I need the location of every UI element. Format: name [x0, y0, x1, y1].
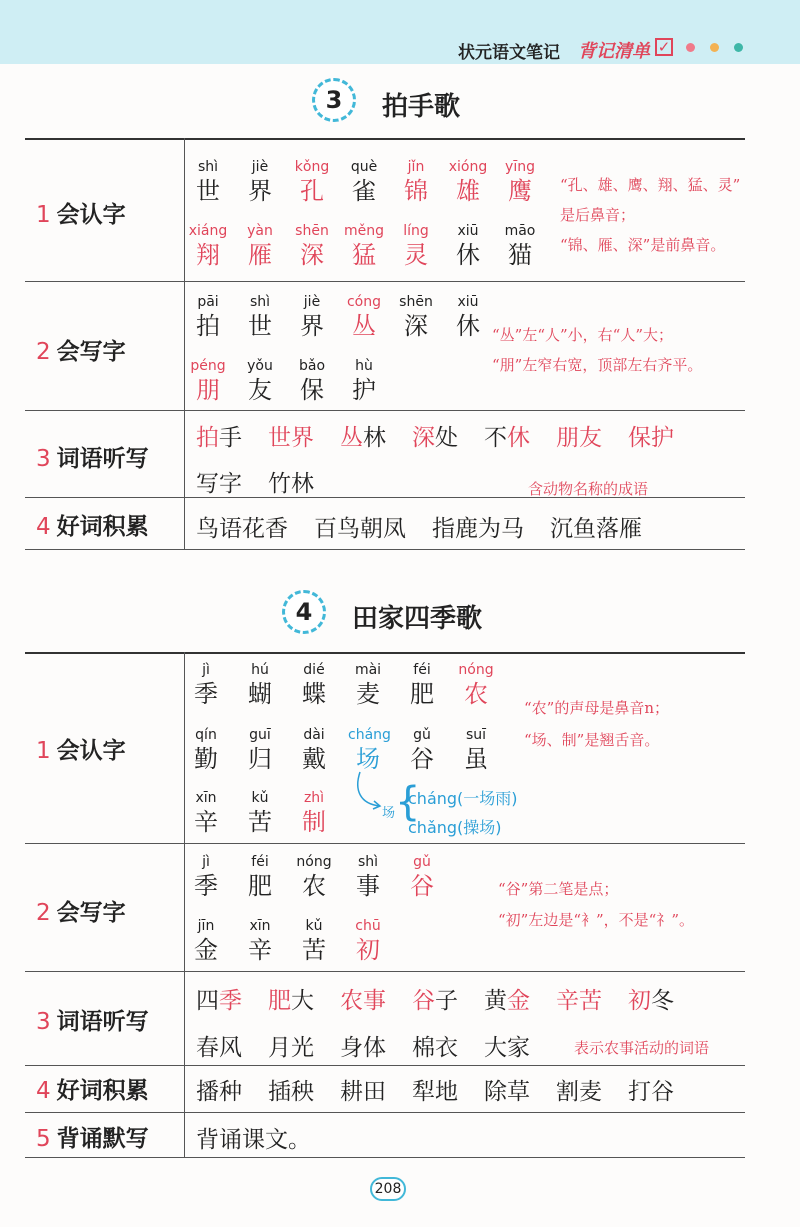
hanzi: 深: [300, 241, 324, 269]
hanzi: 归: [248, 745, 272, 773]
word: 鸟语花香: [196, 516, 288, 542]
pinyin: gǔ: [413, 727, 431, 743]
char-cell: [240, 222, 280, 270]
word: 百鸟朝凤: [314, 516, 406, 542]
pinyin: zhì: [303, 790, 325, 806]
char-cell: [186, 917, 226, 965]
char-cell: [348, 661, 388, 709]
hanzi: 苦: [302, 936, 326, 964]
dot-icon: [710, 43, 719, 52]
good-words-list: [196, 1073, 700, 1106]
word: 耕田: [340, 1079, 386, 1105]
recite-text: 背诵课文。: [196, 1127, 311, 1153]
char-cell: [240, 158, 280, 206]
hanzi: 肥: [248, 872, 272, 900]
char-cell: [396, 222, 436, 270]
hanzi: 场: [356, 745, 380, 773]
pinyin: cháng: [348, 727, 391, 743]
pinyin: chū: [355, 918, 381, 934]
row-label-dictation: 3 词语听写: [36, 1009, 149, 1035]
hanzi: 拍: [196, 312, 220, 340]
pinyin: shēn: [399, 294, 433, 310]
word: 身体: [340, 1035, 386, 1061]
word: 月光: [268, 1035, 314, 1061]
pinyin: xióng: [448, 159, 488, 175]
lesson-number-badge: 4: [282, 590, 326, 634]
char-cell: [348, 917, 388, 965]
pinyin: jiè: [303, 294, 321, 310]
dictation-words: [196, 419, 700, 452]
pinyin: jì: [202, 854, 210, 870]
pinyin: péng: [190, 358, 226, 374]
annotation-note: “孔、雄、鹰、翔、猛、灵”: [560, 176, 741, 194]
annotation-note: “朋”左窄右宽，顶部左右齐平。: [492, 356, 703, 374]
pinyin: jīn: [197, 918, 215, 934]
page-number: 208: [370, 1177, 406, 1201]
word: 拍手: [196, 425, 242, 451]
hanzi: 雀: [352, 177, 376, 205]
word: 割麦: [556, 1079, 602, 1105]
word: 除草: [484, 1079, 530, 1105]
word: 打谷: [628, 1079, 674, 1105]
char-cell: [348, 726, 391, 774]
dictation-words: [196, 465, 340, 498]
annotation-note: “谷”第二笔是点；: [498, 880, 619, 898]
hanzi: 雁: [248, 241, 272, 269]
hanzi: 世: [248, 312, 272, 340]
hanzi: 勤: [194, 745, 218, 773]
word: 农事: [340, 988, 386, 1014]
hanzi: 保: [300, 376, 324, 404]
top-bar: [0, 0, 800, 64]
char-cell: [294, 726, 334, 774]
annotation-note: “丛”左“人”小，右“人”大；: [492, 326, 674, 344]
pinyin: xīn: [249, 918, 271, 934]
char-cell: [500, 158, 540, 206]
char-cell: [240, 357, 280, 405]
char-cell: [240, 917, 280, 965]
pinyin: shēn: [295, 223, 329, 239]
word: 朋友: [556, 425, 602, 451]
pinyin: kǔ: [251, 790, 269, 806]
char-cell: [186, 789, 226, 837]
pinyin: māo: [504, 223, 536, 239]
dot-icon: [734, 43, 743, 52]
char-cell: [186, 726, 226, 774]
pinyin: hù: [355, 358, 373, 374]
word: 写字: [196, 471, 242, 497]
hanzi: 猛: [352, 241, 376, 269]
char-cell: [240, 661, 280, 709]
table-border: [25, 138, 745, 140]
char-cell: [240, 853, 280, 901]
hanzi: 季: [194, 872, 218, 900]
hanzi: 制: [302, 808, 326, 836]
pinyin: dài: [303, 727, 325, 743]
hanzi: 世: [196, 177, 220, 205]
pinyin: suī: [465, 727, 487, 743]
char-cell: [448, 222, 488, 270]
lesson-number-badge: 3: [312, 78, 356, 122]
word: 竹林: [268, 471, 314, 497]
word: 肥大: [268, 988, 314, 1014]
hanzi: 深: [404, 312, 428, 340]
row-label-recognize: 1 会认字: [36, 738, 126, 764]
char-cell: [186, 853, 226, 901]
word: 世界: [268, 425, 314, 451]
polyphone-arrow-icon: [346, 770, 386, 810]
hanzi: 护: [352, 376, 376, 404]
char-cell: [402, 853, 442, 901]
hanzi: 蝴: [248, 680, 272, 708]
hanzi: 事: [356, 872, 380, 900]
pinyin: yīng: [505, 159, 535, 175]
hanzi: 鹰: [508, 177, 532, 205]
pinyin: jǐn: [407, 159, 425, 175]
hanzi: 金: [194, 936, 218, 964]
word: 沉鱼落雁: [550, 516, 642, 542]
polyphone-reading: chǎng(操场): [408, 818, 502, 837]
row-divider: [25, 410, 745, 411]
row-divider: [25, 1065, 745, 1066]
lesson-title: 拍手歌: [382, 92, 461, 122]
pinyin: shì: [249, 294, 271, 310]
table-border: [25, 549, 745, 550]
column-divider: [184, 138, 185, 549]
annotation-note: “场、制”是翘舌音。: [524, 731, 660, 749]
char-cell: [294, 917, 334, 965]
hanzi: 麦: [356, 680, 380, 708]
hanzi: 苦: [248, 808, 272, 836]
char-cell: [240, 293, 280, 341]
word: 插秧: [268, 1079, 314, 1105]
polyphone-reading: cháng(一场雨): [408, 789, 518, 808]
book-title: 状元语文笔记: [458, 43, 560, 63]
word: 初冬: [628, 988, 674, 1014]
hanzi: 农: [302, 872, 326, 900]
pinyin: yàn: [247, 223, 273, 239]
annotation-note: “锦、雁、深”是前鼻音。: [560, 236, 726, 254]
word: 春风: [196, 1035, 242, 1061]
pinyin: shì: [197, 159, 219, 175]
char-cell: [344, 222, 384, 270]
pinyin: líng: [403, 223, 429, 239]
word: 辛苦: [556, 988, 602, 1014]
hanzi: 蝶: [302, 680, 326, 708]
lesson-title: 田家四季歌: [352, 604, 483, 634]
char-cell: [396, 293, 436, 341]
char-cell: [294, 661, 334, 709]
char-cell: [402, 661, 442, 709]
pinyin: féi: [251, 854, 269, 870]
hanzi: 谷: [410, 745, 434, 773]
pinyin: kǔ: [305, 918, 323, 934]
hanzi: 灵: [404, 241, 428, 269]
row-divider: [25, 281, 745, 282]
checkbox-icon: ✓: [655, 38, 673, 56]
column-divider: [184, 652, 185, 1157]
row-label-recognize: 1 会认字: [36, 202, 126, 228]
pinyin: xīn: [195, 790, 217, 806]
pinyin: měng: [344, 223, 385, 239]
word: 保护: [628, 425, 674, 451]
hanzi: 雄: [456, 177, 480, 205]
char-cell: [344, 158, 384, 206]
word: 播种: [196, 1079, 242, 1105]
char-cell: [348, 853, 388, 901]
word: 不休: [484, 425, 530, 451]
table-border: [25, 1157, 745, 1158]
row-label-write: 2 会写字: [36, 339, 126, 365]
book-subtitle: 背记清单: [578, 41, 650, 62]
hanzi: 孔: [300, 177, 324, 205]
char-cell: [456, 726, 496, 774]
pinyin: gǔ: [413, 854, 431, 870]
hanzi: 虽: [464, 745, 488, 773]
hanzi: 朋: [196, 376, 220, 404]
annotation-note: 表示农事活动的词语: [574, 1039, 710, 1057]
hanzi: 辛: [194, 808, 218, 836]
row-divider: [25, 1112, 745, 1113]
pinyin: bǎo: [298, 358, 326, 374]
hanzi: 丛: [352, 312, 376, 340]
pinyin: nóng: [296, 854, 332, 870]
annotation-note: 是后鼻音；: [560, 206, 636, 224]
char-cell: [188, 293, 228, 341]
word: 犁地: [412, 1079, 458, 1105]
row-label-dictation: 3 词语听写: [36, 446, 149, 472]
hanzi: 界: [248, 177, 272, 205]
hanzi: 休: [456, 312, 480, 340]
row-label-good-words: 4 好词积累: [36, 1078, 149, 1104]
word: 黄金: [484, 988, 530, 1014]
pinyin: cóng: [346, 294, 382, 310]
row-label-write: 2 会写字: [36, 900, 126, 926]
char-cell: [294, 853, 334, 901]
pinyin: shì: [357, 854, 379, 870]
pinyin: pāi: [197, 294, 219, 310]
pinyin: guī: [249, 727, 271, 743]
hanzi: 休: [456, 241, 480, 269]
idiom-list: [196, 510, 668, 543]
row-divider: [25, 971, 745, 972]
hanzi: 初: [356, 936, 380, 964]
pinyin: kǒng: [294, 159, 330, 175]
annotation-note: “农”的声母是鼻音n；: [524, 699, 669, 717]
char-cell: [500, 222, 540, 270]
char-cell: [448, 158, 488, 206]
char-cell: [292, 222, 332, 270]
char-cell: [240, 726, 280, 774]
pinyin: què: [350, 159, 378, 175]
char-cell: [396, 158, 436, 206]
polyphone-char: 场: [382, 806, 396, 821]
table-border: [25, 652, 745, 654]
hanzi: 辛: [248, 936, 272, 964]
char-cell: [344, 357, 384, 405]
row-label-good-words: 4 好词积累: [36, 514, 149, 540]
pinyin: xiū: [457, 294, 479, 310]
word: 四季: [196, 988, 242, 1014]
dot-icon: [686, 43, 695, 52]
word: 棉衣: [412, 1035, 458, 1061]
pinyin: féi: [413, 662, 431, 678]
char-cell: [292, 293, 332, 341]
hanzi: 锦: [404, 177, 428, 205]
pinyin: nóng: [458, 662, 494, 678]
hanzi: 猫: [508, 241, 532, 269]
char-cell: [188, 158, 228, 206]
pinyin: xiū: [457, 223, 479, 239]
pinyin: dié: [303, 662, 325, 678]
pinyin: qín: [195, 727, 217, 743]
pinyin: jì: [202, 662, 210, 678]
char-cell: [448, 293, 488, 341]
row-divider: [25, 843, 745, 844]
char-cell: [294, 789, 334, 837]
char-cell: [344, 293, 384, 341]
char-cell: [240, 789, 280, 837]
pinyin: hú: [251, 662, 269, 678]
hanzi: 翔: [196, 241, 220, 269]
hanzi: 农: [464, 680, 488, 708]
word: 丛林: [340, 425, 386, 451]
word: 指鹿为马: [432, 516, 524, 542]
dictation-words: [196, 982, 700, 1015]
hanzi: 友: [248, 376, 272, 404]
char-cell: [456, 661, 496, 709]
pinyin: yǒu: [247, 358, 273, 374]
char-cell: [292, 357, 332, 405]
word: 大家: [484, 1035, 530, 1061]
dictation-words: [196, 1029, 556, 1062]
char-cell: [188, 222, 228, 270]
pinyin: jiè: [251, 159, 269, 175]
word: 深处: [412, 425, 458, 451]
hanzi: 谷: [410, 872, 434, 900]
row-label-recite: 5 背诵默写: [36, 1126, 149, 1152]
hanzi: 肥: [410, 680, 434, 708]
char-cell: [186, 661, 226, 709]
char-cell: [402, 726, 442, 774]
annotation-note: 含动物名称的成语: [528, 480, 649, 498]
pinyin: xiáng: [188, 223, 228, 239]
char-cell: [188, 357, 228, 405]
pinyin: mài: [354, 662, 382, 678]
hanzi: 界: [300, 312, 324, 340]
hanzi: 季: [194, 680, 218, 708]
word: 谷子: [412, 988, 458, 1014]
annotation-note: “初”左边是“衤”，不是“礻”。: [498, 911, 695, 929]
char-cell: [292, 158, 332, 206]
brace-icon: {: [395, 779, 421, 825]
hanzi: 戴: [302, 745, 326, 773]
